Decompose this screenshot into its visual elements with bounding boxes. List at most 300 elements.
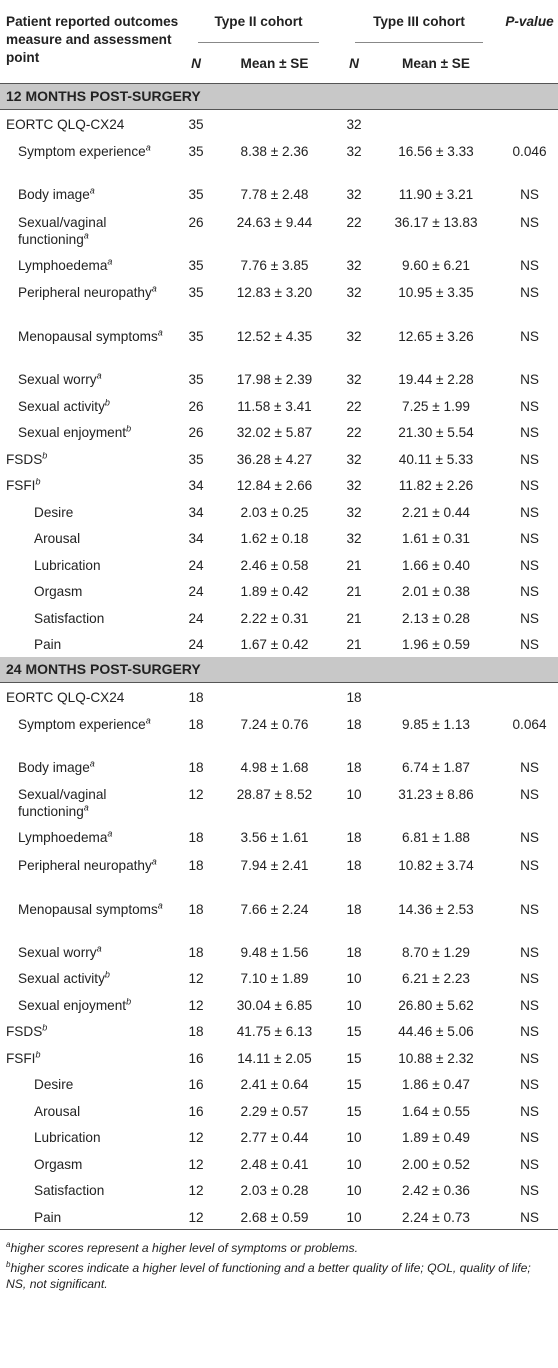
type-ii-n-cell: 12 [188, 971, 204, 986]
type-ii-mean-cell: 30.04 ± 6.85 [236, 997, 313, 1013]
footnote-marker: a [157, 899, 163, 910]
type-ii-mean-cell: 17.98 ± 2.39 [236, 372, 313, 387]
type-ii-mean-cell: 12.83 ± 3.20 [236, 285, 313, 300]
type-iii-mean-cell: 6.81 ± 1.88 [402, 830, 470, 845]
row-label [0, 1070, 180, 1097]
pvalue-header: P-value [505, 14, 554, 29]
type-ii-mean-cell: 2.77 ± 0.44 [240, 1130, 309, 1145]
type-iii-n-cell: 10 [346, 787, 362, 802]
row-label [0, 321, 180, 365]
row-label-text: Sexual worry [18, 372, 97, 387]
type-ii-n-cell: 12 [188, 1130, 204, 1145]
pvalue-cell: NS [520, 285, 539, 300]
row-label [0, 604, 180, 631]
row-label-text: Lubrication [34, 1130, 101, 1145]
pvalue-cell: 0.064 [512, 716, 547, 732]
type-ii-n-cell: 24 [188, 584, 204, 599]
pvalue-cell: NS [520, 504, 539, 520]
type-ii-mean-cell: 2.41 ± 0.64 [240, 1077, 309, 1092]
row-label [0, 1123, 180, 1150]
type-iii-n-cell: 32 [346, 478, 362, 493]
type-iii-mean-cell: 6.74 ± 1.87 [402, 759, 470, 775]
type-iii-mean-cell: 2.21 ± 0.44 [402, 504, 470, 520]
row-label [0, 682, 180, 709]
table-header [0, 0, 558, 84]
type-ii-n-cell: 35 [188, 372, 204, 387]
type-ii-n-cell: 35 [188, 144, 204, 159]
pvalue-cell: NS [520, 372, 539, 387]
table-row [0, 753, 558, 780]
type-iii-n-cell: 10 [346, 1183, 362, 1198]
row-label [0, 1097, 180, 1124]
table-row [0, 207, 558, 251]
table-row [0, 1203, 558, 1230]
type-iii-n-cell: 18 [346, 689, 362, 705]
footnotes [6, 1240, 554, 1296]
type-iii-mean-cell: 1.66 ± 0.40 [402, 557, 470, 573]
row-label-text: Menopausal symptoms [18, 329, 158, 344]
type-iii-mean-cell: 2.42 ± 0.36 [402, 1183, 470, 1198]
footnote-text: higher scores indicate a higher level of functioning and a better quality of life; QOL, quality of life; NS, not significant. [6, 1261, 531, 1291]
table-row [0, 136, 558, 180]
type-iii-n-cell: 18 [346, 857, 362, 873]
row-label-text: Body image [18, 759, 90, 775]
table-row [0, 709, 558, 753]
row-label [0, 551, 180, 578]
pvalue-cell: NS [520, 425, 539, 440]
pvalue-cell: NS [520, 997, 539, 1013]
table-row [0, 938, 558, 965]
row-label [0, 709, 180, 753]
type-iii-mean-cell: 1.64 ± 0.55 [402, 1103, 470, 1119]
type-ii-mean-cell: 3.56 ± 1.61 [240, 830, 309, 845]
type-iii-n-cell: 32 [346, 531, 362, 546]
type-iii-n-cell: 32 [346, 144, 362, 159]
pvalue-cell: NS [520, 398, 539, 414]
table-row [0, 779, 558, 823]
type-ii-n-cell: 26 [188, 425, 204, 440]
type-ii-mean-cell: 2.46 ± 0.58 [240, 557, 309, 573]
row-label-text: FSFI [6, 1050, 36, 1066]
type-iii-n-cell: 15 [346, 1024, 362, 1039]
type-ii-mean-cell: 32.02 ± 5.87 [236, 425, 313, 440]
pvalue-cell: 0.046 [512, 144, 547, 159]
footnote-mark: b [6, 1259, 11, 1269]
footnote-marker: b [104, 969, 110, 980]
table-row [0, 991, 558, 1018]
type-iii-n-cell: 10 [337, 1203, 371, 1230]
pvalue-cell: NS [520, 557, 539, 573]
table-row [0, 894, 558, 938]
row-label [0, 207, 180, 251]
footnote-marker: b [42, 1022, 48, 1033]
table-row [0, 1176, 558, 1203]
row-label-text: Sexual enjoyment [18, 997, 127, 1013]
type-ii-n-cell: 35 [188, 117, 204, 132]
type-ii-mean-cell: 41.75 ± 6.13 [236, 1024, 313, 1039]
row-label-text: Peripheral neuropathy [18, 285, 152, 300]
row-label-text: Menopausal symptoms [18, 901, 158, 917]
footnote-marker: a [83, 802, 89, 813]
type-iii-n-cell: 10 [346, 971, 362, 986]
type-iii-n-cell: 15 [346, 1050, 362, 1066]
section-header-row [0, 657, 558, 683]
type-iii-mean-cell: 2.01 ± 0.38 [402, 584, 470, 599]
type-ii-n-cell: 18 [188, 944, 204, 960]
table-row [0, 964, 558, 991]
table-row [0, 630, 558, 657]
row-label-text: EORTC QLQ-CX24 [6, 689, 125, 705]
row-label-text: Orgasm [34, 1156, 83, 1172]
type-ii-n-cell: 18 [188, 857, 204, 873]
row-label [0, 471, 180, 498]
type-iii-n-cell: 21 [346, 610, 362, 626]
pvalue-cell: NS [520, 1050, 539, 1066]
table-row [0, 418, 558, 445]
row-label-text: Arousal [34, 1103, 81, 1119]
type-ii-mean-cell: 11.58 ± 3.41 [237, 398, 312, 414]
type-iii-n-cell: 32 [346, 504, 362, 520]
type-ii-mean-header: Mean ± SE [240, 56, 309, 71]
pvalue-cell: NS [520, 759, 539, 775]
pvalue-cell: NS [520, 971, 539, 986]
type-iii-mean-cell: 9.85 ± 1.13 [402, 716, 470, 732]
row-label-text: Satisfaction [34, 1183, 105, 1198]
table-row [0, 321, 558, 365]
table-row [0, 1017, 558, 1044]
pvalue-cell: NS [520, 451, 539, 467]
row-label-text: Symptom experience [18, 144, 146, 159]
type-iii-mean-cell: 2.13 ± 0.28 [402, 610, 470, 626]
table-row [0, 445, 558, 472]
type-ii-n-cell: 24 [188, 557, 204, 573]
type-iii-mean-cell: 1.96 ± 0.59 [402, 637, 470, 652]
type-ii-n-cell: 35 [188, 329, 204, 344]
type-ii-mean-cell: 2.03 ± 0.25 [240, 504, 309, 520]
row-label [0, 180, 180, 207]
type-iii-mean-cell [371, 110, 501, 137]
type-ii-n-cell: 18 [188, 759, 204, 775]
footnote-marker: b [126, 995, 132, 1006]
type-iii-n-cell: 32 [346, 187, 362, 202]
row-label [0, 850, 180, 894]
footnote-marker: a [96, 370, 102, 381]
row-label [0, 577, 180, 604]
type-ii-n-cell: 12 [188, 1156, 204, 1172]
type-ii-n-cell: 35 [188, 451, 204, 467]
type-iii-mean-header: Mean ± SE [402, 56, 470, 71]
type-ii-mean-cell: 7.76 ± 3.85 [240, 257, 309, 273]
footnote-marker: a [89, 757, 95, 768]
footnote-marker: b [35, 476, 41, 487]
row-label [0, 136, 180, 180]
row-label [0, 1017, 180, 1044]
row-label [0, 445, 180, 472]
pvalue-cell [501, 110, 558, 137]
row-label-text: Sexual enjoyment [18, 425, 127, 440]
pvalue-cell: NS [520, 329, 539, 344]
type-ii-mean-cell: 7.78 ± 2.48 [240, 187, 309, 202]
type-ii-mean-cell: 4.98 ± 1.68 [240, 759, 309, 775]
type-iii-mean-cell: 44.46 ± 5.06 [398, 1024, 474, 1039]
type-iii-mean-cell: 14.36 ± 2.53 [398, 901, 474, 917]
row-label-text: Arousal [34, 531, 81, 546]
footnote-marker: a [145, 142, 151, 153]
type-iii-n-cell: 18 [346, 901, 362, 917]
type-ii-n-cell: 16 [188, 1050, 204, 1066]
row-label [0, 991, 180, 1018]
table-row [0, 1097, 558, 1124]
pvalue-cell: NS [520, 1183, 539, 1198]
row-label [0, 823, 180, 850]
footnote-marker: a [151, 283, 157, 294]
type-iii-mean-cell: 10.88 ± 2.32 [398, 1050, 474, 1066]
row-label-text: FSDS [6, 451, 43, 467]
type-iii-mean-cell: 2.24 ± 0.73 [371, 1203, 501, 1230]
table-row [0, 277, 558, 321]
footnote-mark: a [6, 1239, 11, 1249]
table-row [0, 682, 558, 709]
type-ii-n-cell: 24 [188, 637, 204, 652]
footnote-marker: b [104, 396, 110, 407]
table-row [0, 1044, 558, 1071]
pvalue-cell: NS [520, 637, 539, 652]
type-iii-n-cell: 15 [346, 1103, 362, 1119]
pvalue-cell: NS [520, 531, 539, 546]
type-ii-n-cell: 34 [188, 531, 204, 546]
type-iii-mean-cell: 26.80 ± 5.62 [398, 997, 474, 1013]
row-label-text: Peripheral neuropathy [18, 857, 152, 873]
row-label [0, 938, 180, 965]
label-column-header: Patient reported outcomes measure and assessment point [6, 14, 179, 65]
type-iii-mean-cell: 9.60 ± 6.21 [402, 257, 470, 273]
type-iii-n-cell: 21 [346, 557, 362, 573]
type-iii-mean-cell: 12.65 ± 3.26 [398, 329, 474, 344]
row-label [0, 418, 180, 445]
row-label [0, 1150, 180, 1177]
table-row [0, 498, 558, 525]
footnote-marker: a [157, 327, 163, 338]
type-ii-n-cell: 26 [188, 214, 204, 230]
row-label [0, 753, 180, 780]
row-label-text: EORTC QLQ-CX24 [6, 117, 125, 132]
row-label-text: FSFI [6, 478, 36, 493]
footnote-marker: b [42, 449, 48, 460]
type-ii-n-header: N [191, 56, 201, 71]
table-row [0, 524, 558, 551]
type-ii-n-cell: 18 [188, 901, 204, 917]
pvalue-cell: NS [520, 830, 539, 845]
type-iii-mean-cell: 31.23 ± 8.86 [398, 787, 474, 802]
type-iii-mean-cell [371, 682, 501, 709]
type-ii-mean-cell: 7.66 ± 2.24 [240, 901, 309, 917]
type-iii-n-cell: 32 [346, 257, 362, 273]
type-ii-mean-cell: 2.48 ± 0.41 [240, 1156, 309, 1172]
table-row [0, 1123, 558, 1150]
type-ii-n-cell: 35 [188, 187, 204, 202]
type-ii-mean-cell: 24.63 ± 9.44 [236, 214, 313, 230]
row-label [0, 365, 180, 392]
type-ii-n-cell: 16 [188, 1103, 204, 1119]
row-label-text: Pain [34, 637, 62, 652]
type-iii-n-cell: 18 [346, 759, 362, 775]
type-ii-n-cell: 18 [188, 830, 204, 845]
footnote-marker: b [35, 1048, 41, 1059]
row-label-text: Sexual activity [18, 971, 105, 986]
row-label-text: Symptom experience [18, 716, 146, 732]
type-iii-n-cell: 32 [346, 117, 362, 132]
type-ii-mean-cell: 2.68 ± 0.59 [212, 1203, 337, 1230]
type-ii-mean-cell: 2.03 ± 0.28 [240, 1183, 309, 1198]
type-ii-mean-cell: 8.38 ± 2.36 [240, 144, 309, 159]
row-label [0, 1044, 180, 1071]
type-iii-mean-cell: 11.82 ± 2.26 [398, 478, 474, 493]
table-row [0, 823, 558, 850]
footnote-marker: a [145, 714, 151, 725]
footnote-marker: a [151, 855, 157, 866]
type-iii-mean-cell: 7.25 ± 1.99 [402, 398, 470, 414]
row-label [0, 251, 180, 278]
type-ii-n-cell: 35 [188, 285, 204, 300]
type-iii-mean-cell: 1.86 ± 0.47 [402, 1077, 470, 1092]
row-label-text: Lymphoedema [18, 257, 108, 273]
type-iii-n-cell: 15 [346, 1077, 362, 1092]
type-ii-n-cell: 26 [188, 398, 204, 414]
type-ii-mean-cell: 2.22 ± 0.31 [240, 610, 309, 626]
type-iii-mean-cell: 36.17 ± 13.83 [394, 214, 478, 230]
type-ii-mean-cell: 36.28 ± 4.27 [236, 451, 313, 467]
type-iii-mean-cell: 1.89 ± 0.49 [402, 1130, 470, 1145]
type-iii-n-cell: 32 [346, 329, 362, 344]
type-ii-divider [180, 30, 337, 43]
row-label-text: FSDS [6, 1024, 43, 1039]
type-ii-mean-cell: 1.67 ± 0.42 [240, 637, 309, 652]
footnote [6, 1260, 554, 1292]
table-row [0, 365, 558, 392]
type-iii-mean-cell: 6.21 ± 2.23 [402, 971, 470, 986]
pvalue-cell: NS [520, 257, 539, 273]
table-row [0, 110, 558, 137]
section-header-row [0, 84, 558, 110]
type-ii-mean-cell: 12.52 ± 4.35 [236, 329, 313, 344]
type-ii-mean-cell: 1.89 ± 0.42 [240, 584, 309, 599]
type-iii-n-cell: 10 [346, 997, 362, 1013]
table-row [0, 251, 558, 278]
pvalue-cell: NS [520, 187, 539, 202]
type-iii-mean-cell: 2.00 ± 0.52 [402, 1156, 470, 1172]
row-label-text: Desire [34, 504, 74, 520]
pvalue-cell: NS [520, 1103, 539, 1119]
type-iii-n-header: N [349, 56, 359, 71]
type-iii-mean-cell: 21.30 ± 5.54 [398, 425, 474, 440]
pvalue-cell: NS [520, 214, 539, 230]
row-label-text: Lymphoedema [18, 830, 108, 845]
row-label-text: Lubrication [34, 557, 101, 573]
row-label-text: Sexual/vaginal functioning [18, 787, 107, 819]
type-ii-mean-cell: 7.24 ± 0.76 [240, 716, 309, 732]
footnote-marker: a [89, 185, 95, 196]
table-body [0, 84, 558, 1230]
type-ii-mean-cell [212, 682, 337, 709]
pvalue-cell [501, 682, 558, 709]
type-iii-n-cell: 22 [346, 398, 362, 414]
type-iii-mean-cell: 8.70 ± 1.29 [402, 944, 470, 960]
footnote-marker: a [96, 942, 102, 953]
type-iii-n-cell: 22 [346, 425, 362, 440]
pvalue-cell: NS [520, 857, 539, 873]
row-label-text: Pain [34, 1209, 62, 1225]
row-label [0, 1203, 180, 1230]
row-label [0, 110, 180, 137]
type-iii-mean-cell: 10.82 ± 3.74 [398, 857, 474, 873]
row-label [0, 1176, 180, 1203]
type-iii-n-cell: 10 [346, 1130, 362, 1145]
footnote-text: higher scores represent a higher level of symptoms or problems. [10, 1241, 358, 1255]
row-label-text: Satisfaction [34, 610, 105, 626]
footnote-marker: b [126, 423, 132, 434]
pvalue-cell: NS [520, 1130, 539, 1145]
type-iii-mean-cell: 16.56 ± 3.33 [398, 144, 474, 159]
footnote-marker: a [107, 828, 113, 839]
table-row [0, 471, 558, 498]
type-iii-divider [337, 30, 501, 43]
table-row [0, 604, 558, 631]
pvalue-cell: NS [501, 1203, 558, 1230]
row-label [0, 524, 180, 551]
pvalue-cell: NS [520, 1156, 539, 1172]
type-ii-n-cell: 24 [188, 610, 204, 626]
type-iii-n-cell: 21 [346, 584, 362, 599]
row-label [0, 277, 180, 321]
table-row [0, 850, 558, 894]
table-row [0, 1070, 558, 1097]
type-ii-n-cell: 12 [180, 1203, 212, 1230]
type-ii-mean-cell: 7.10 ± 1.89 [240, 971, 309, 986]
type-ii-n-cell: 34 [188, 504, 204, 520]
type-iii-mean-cell: 40.11 ± 5.33 [398, 451, 474, 467]
type-iii-mean-cell: 11.90 ± 3.21 [398, 187, 474, 202]
table-row [0, 1150, 558, 1177]
table-row [0, 392, 558, 419]
row-label [0, 779, 180, 823]
pvalue-cell: NS [520, 1077, 539, 1092]
section-title: 24 MONTHS POST-SURGERY [0, 657, 558, 683]
row-label-text: Body image [18, 187, 90, 202]
type-ii-n-cell: 16 [188, 1077, 204, 1092]
type-ii-mean-cell: 1.62 ± 0.18 [240, 531, 309, 546]
pvalue-cell: NS [520, 944, 539, 960]
table-row [0, 551, 558, 578]
type-ii-mean-cell: 7.94 ± 2.41 [240, 857, 309, 873]
type-iii-n-cell: 18 [346, 944, 362, 960]
footnote-marker: a [83, 229, 89, 240]
type-ii-mean-cell: 2.29 ± 0.57 [240, 1103, 309, 1119]
type-ii-n-cell: 12 [188, 787, 204, 802]
type-ii-mean-cell: 9.48 ± 1.56 [240, 944, 309, 960]
type-ii-mean-cell: 28.87 ± 8.52 [236, 787, 313, 802]
type-ii-n-cell: 12 [188, 1183, 204, 1198]
section-title: 12 MONTHS POST-SURGERY [0, 84, 558, 110]
row-label [0, 392, 180, 419]
row-label-text: Desire [34, 1077, 74, 1092]
type-ii-n-cell: 18 [188, 716, 204, 732]
type-ii-n-cell: 34 [188, 478, 204, 493]
type-iii-n-cell: 32 [346, 285, 362, 300]
row-label [0, 964, 180, 991]
type-ii-cohort-header: Type II cohort [214, 14, 303, 29]
type-ii-mean-cell: 14.11 ± 2.05 [237, 1050, 312, 1066]
table-row [0, 180, 558, 207]
